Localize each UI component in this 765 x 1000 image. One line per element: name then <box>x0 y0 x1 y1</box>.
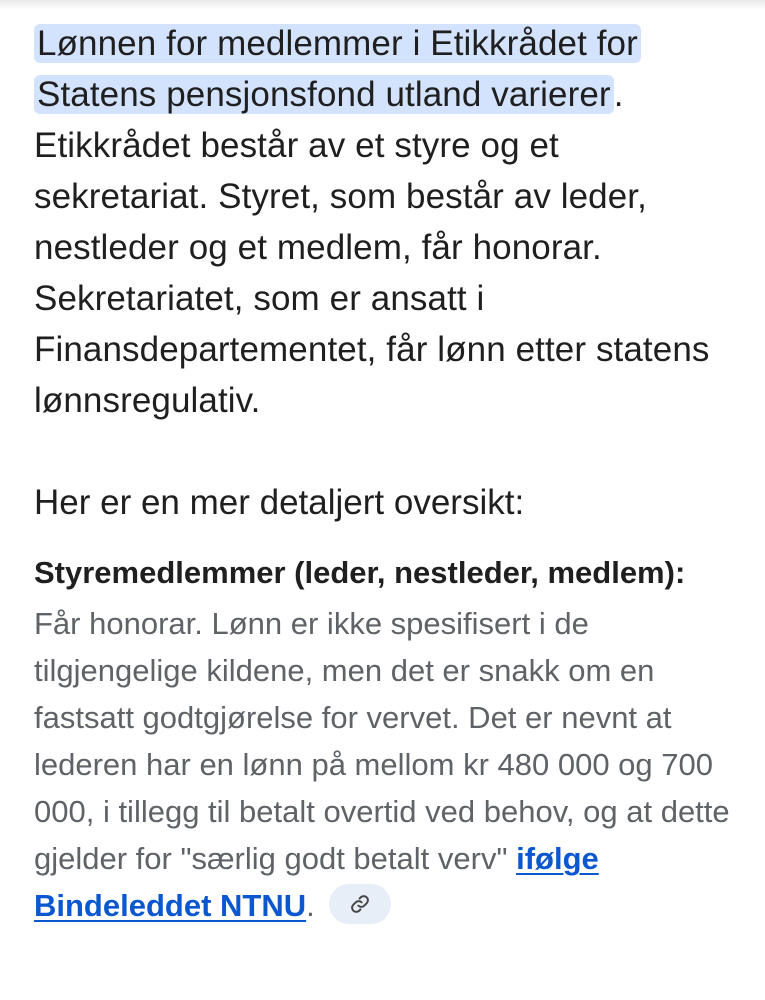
section-body <box>34 600 734 929</box>
source-chip-button[interactable] <box>329 884 391 924</box>
intro-paragraph <box>34 18 734 426</box>
section-title: Styremedlemmer (leder, nestleder, medlem): <box>34 555 686 590</box>
section-body-text: Får honorar. Lønn er ikke spesifisert i de tilgjengelige kildene, men det er snakk om en fastsatt godtgjørelse for vervet. Det er nevnt at lederen har en lønn på mellom kr 480 000 og 700 000, i tillegg til betalt overtid ved behov, og at dette gjelder for "særlig godt betalt verv" <box>34 606 730 876</box>
overview-heading: Her er en mer detaljert oversikt: <box>34 483 525 522</box>
intro-rest-text: Etikkrådet består av et styre og et sekretariat. Styret, som består av leder, nestleder og et medlem, får honorar. Sekretariatet, som er ansatt i Finansdepartementet, får lønn etter statens lønnsregulativ. <box>34 126 710 420</box>
section-body-period: . <box>306 888 315 923</box>
top-edge-shadow <box>0 0 765 10</box>
intro-period: . <box>613 75 624 114</box>
response-content <box>34 18 734 929</box>
highlighted-text[interactable]: Lønnen for medlemmer i Etikkrådet for Statens pensjonsfond utland varierer <box>34 24 641 114</box>
link-icon <box>350 894 370 914</box>
source-link[interactable]: ifølge Bindeleddet NTNU <box>34 841 599 923</box>
